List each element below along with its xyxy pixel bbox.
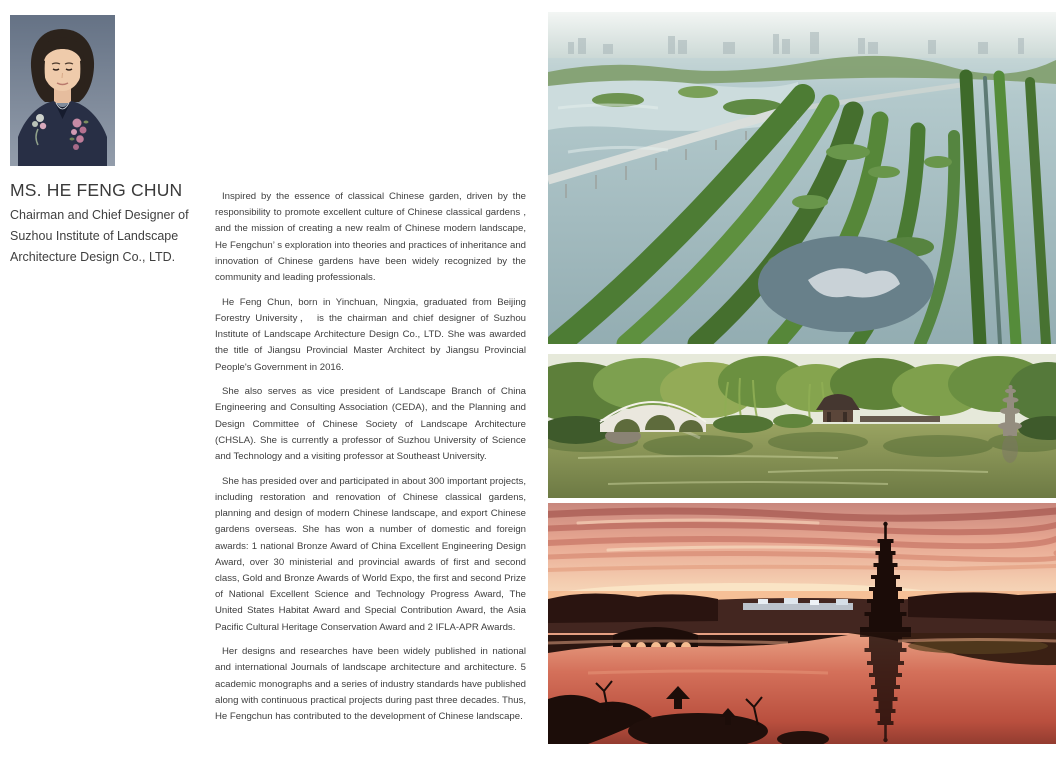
lit-buildings	[743, 598, 853, 610]
aerial-wetland-photo	[548, 12, 1056, 344]
person-title-line-2: Suzhou Institute of Landscape	[10, 229, 179, 243]
portrait-photo	[10, 15, 115, 166]
bio-paragraph-4: She has presided over and participated in about 300 important projects, including restoration and renovation of Chinese classical gardens, planning and design of modern Chinese landscape, and export Chinese gardens overseas. She has won a number of domestic and foreign awards: 1 national Bronze Award of China Excellent Engineering Design Award, over 30 ministerial and provincial awards of first and second class, Gold and Bronze Awards of World Expo, the first and second Prize of National Excellent Science and Technology Progress Award, The United States Habitat Award and Special Contribution Award, the Asia Pacific Cultural Heritage Conservation Award and 2 IFLA-APR Awards.	[215, 475, 526, 633]
biography	[215, 189, 526, 734]
garden-pond-image	[548, 354, 1056, 498]
garden-pond-photo	[548, 354, 1056, 498]
sunset-pagoda-photo	[548, 503, 1056, 744]
aerial-wetland-image	[548, 12, 1056, 344]
person-title-line-3: Architecture Design Co., LTD.	[10, 250, 176, 264]
bio-paragraph-3: She also serves as vice president of Landscape Branch of China Engineering and Consulting Association (CEDA), and the Planning and Design Committee of Chinese Society of Landscape Architecture (CHSLA). She is currently a professor of Suzhou University of Science and Technology and a visiting professor at Southeast University.	[215, 386, 526, 463]
bio-paragraph-1: Inspired by the essence of classical Chinese garden, driven by the responsibility to promote excellent culture of Chinese classical gardens , and the mission of creating a new realm of Chinese modern landscape, He Fengchun’ s exploration into theories and practices of inheritance and innovation of Chinese gardens have been widely recognized by the community and leading professionals.	[215, 191, 526, 284]
person-name: MS. HE FENG CHUN	[10, 180, 183, 200]
person-title-line-1: Chairman and Chief Designer of	[10, 208, 189, 222]
person-title	[10, 205, 189, 268]
bio-paragraph-2: He Feng Chun, born in Yinchuan, Ningxia, graduated from Beijing Forestry University， is the chairman and chief designer of Suzhou Institute of Landscape Architecture Design Co., LTD. She was awarded the title of Jiangsu Provincial Master Architect by Jiangsu Provincial People's Government in 2016.	[215, 296, 526, 373]
sunset-pagoda-image	[548, 503, 1056, 744]
portrait-photo-image	[10, 15, 115, 166]
photo-gallery	[548, 0, 1056, 762]
bio-paragraph-5: Her designs and researches have been widely published in national and international Journals of landscape architecture and architecture. 5 academic monographs and a series of industry standards have published along with continuous practical projects during past three decades. Thus, He Fengchun has contributed to the development of Chinese landscape.	[215, 646, 526, 723]
